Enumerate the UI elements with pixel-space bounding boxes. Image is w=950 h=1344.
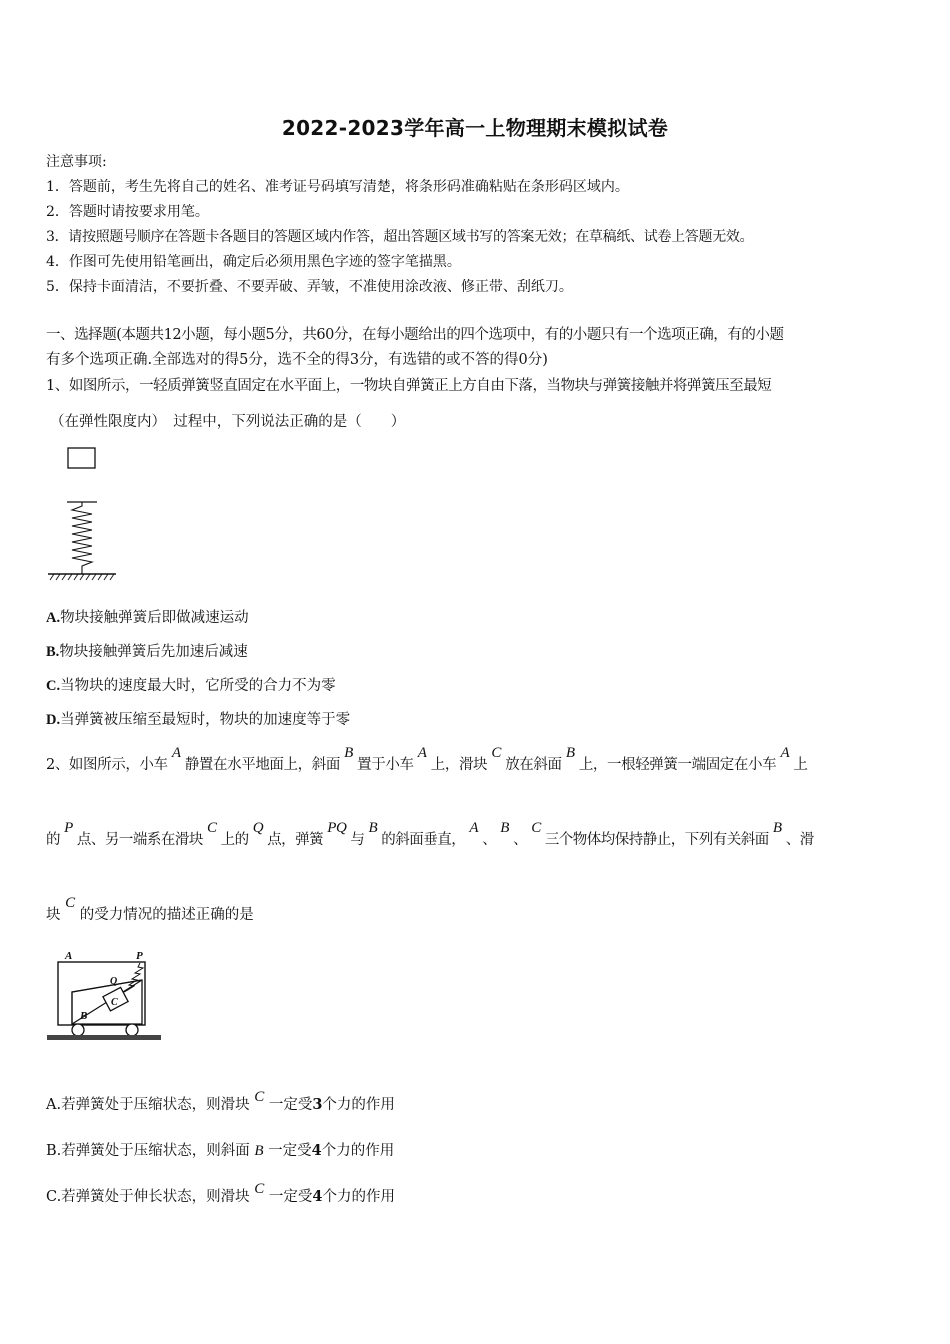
- q2-stem-line2: 的 P 点、另一端系在滑块 C 上的 Q 点，弹簧 PQ 与 B 的斜面垂直， A 、 B 、 C 三个物体均保持静止，下列有关斜面 B 、滑: [46, 820, 814, 848]
- section-heading-line2: 有多个选项正确.全部选对的得5分，选不全的得3分，有选错的或不答的得0分): [46, 352, 548, 368]
- section-heading-line1: 一、选择题(本题共12小题，每小题5分，共60分，在每小题给出的四个选项中，有的小题只有一个选项正确，有的小题: [46, 327, 784, 343]
- q2-stem-line1: 2、如图所示，小车 A 静置在水平地面上，斜面 B 置于小车 A 上，滑块 C 放在斜面 B 上，一根轻弹簧一端固定在小车 A 上: [46, 745, 808, 773]
- q2-cart-figure: [44, 944, 166, 1046]
- page-title: 2022-2023学年高一上物理期末模拟试卷: [281, 116, 669, 140]
- q2-stem-line3: 块 C 的受力情况的描述正确的是: [46, 895, 254, 923]
- label-q: Q: [110, 976, 118, 987]
- q2-option-b: B.若弹簧处于压缩状态，则斜面 B 一定受4个力的作用: [46, 1142, 395, 1159]
- wheel-right: [126, 1024, 138, 1036]
- q1-option-a: A.物块接触弹簧后即做减速运动: [46, 610, 249, 626]
- q2-option-c: C.若弹簧处于伸长状态，则滑块 C 一定受4个力的作用: [46, 1181, 396, 1205]
- wheel-left: [72, 1024, 84, 1036]
- spring-pq: [124, 963, 143, 992]
- notice-item-2: 2．答题时请按要求用笔。: [46, 204, 209, 220]
- notice-item-4: 4．作图可先使用铅笔画出，确定后必须用黑色字迹的签字笔描黑。: [46, 254, 461, 270]
- q1-spring-figure: [44, 442, 124, 584]
- ground: [47, 1035, 161, 1040]
- cart-a: [58, 962, 145, 1025]
- q1-option-d: D.当弹簧被压缩至最短时，物块的加速度等于零: [46, 712, 351, 728]
- notice-heading: 注意事项:: [46, 154, 107, 170]
- q1-stem-line1: 1、如图所示，一轻质弹簧竖直固定在水平面上，一物块自弹簧正上方自由下落，当物块与弹簧接触并将弹簧压至最短: [46, 378, 772, 394]
- q1-option-b: B.物块接触弹簧后先加速后减速: [46, 644, 248, 660]
- falling-block: [68, 448, 95, 468]
- q1-option-c: C.当物块的速度最大时，它所受的合力不为零: [46, 678, 336, 694]
- spring: [72, 502, 92, 574]
- label-a: A: [65, 950, 73, 962]
- notice-item-1: 1．答题前，考生先将自己的姓名、准考证号码填写清楚，将条形码准确粘贴在条形码区域内。: [46, 179, 629, 195]
- notice-item-5: 5．保持卡面清洁，不要折叠、不要弄破、弄皱，不准使用涂改液、修正带、刮纸刀。: [46, 279, 573, 295]
- label-p: P: [136, 950, 143, 962]
- label-c: C: [111, 997, 118, 1008]
- label-b: B: [80, 1010, 88, 1022]
- notice-item-3: 3．请按照题号顺序在答题卡各题目的答题区域内作答，超出答题区域书写的答案无效；在草稿纸、试卷上答题无效。: [46, 229, 754, 245]
- q2-option-a: A.若弹簧处于压缩状态，则滑块 C 一定受3个力的作用: [46, 1089, 395, 1113]
- q1-stem-line2: （在弹性限度内） 过程中，下列说法正确的是（ ）: [50, 414, 406, 430]
- ground-hatch: [50, 574, 114, 580]
